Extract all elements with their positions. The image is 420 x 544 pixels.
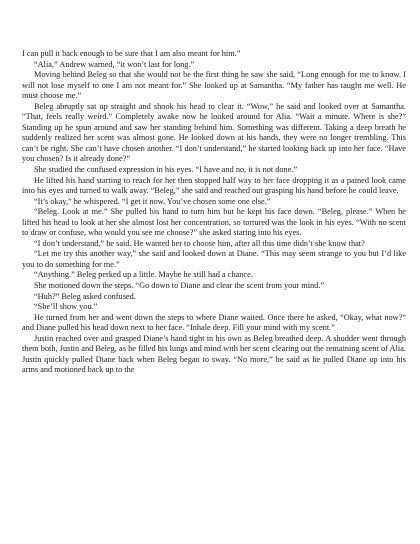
paragraph: She motioned down the steps. “Go down to Diane and clear the scent from your mind.” xyxy=(34,281,325,291)
paragraph: “It’s okay,” he whispered. “I get it now. You’ve chosen some one else.” xyxy=(34,196,271,206)
paragraph: “Anything.” Beleg perked up a little. Maybe he still had a chance. xyxy=(34,270,253,280)
paragraph: She studied the confused expression in his eyes. “I have and no, it is not done.” xyxy=(34,165,298,175)
paragraph: He lifted his hand starting to reach for her then stopped half way to her face dropping it as a pained look came into his eyes and turned to walk away. “Beleg,” she said and reached out grasping his hand before he could leave. xyxy=(22,175,406,196)
paragraph: “Let me try this another way,” she said and looked down at Diane. “This may seem strange to you but I’d like you to do something for me.” xyxy=(22,249,406,269)
paragraph: “I don’t understand,” he said. He wanted her to choose him, after all this time didn’t she know that? xyxy=(34,238,365,248)
paragraph: “Huh?” Beleg asked confused. xyxy=(34,291,136,301)
paragraph: “Beleg. Look at me.” She pulled his hand to turn him but he kept his face down. “Beleg, please.” When he lifted his head to look at her she almost lost her concentration, so tortured was the look in his eyes. “With no scent to draw or confuse, who would you see me choose?” she asked staring into his eyes. xyxy=(22,207,406,238)
paragraph: Justin reached over and grasped Diane’s hand tight in his own as Beleg breathed deep. A shudder went through them both, Justin and Beleg, as he filled his lungs and mind with her scent clearing out the remaining scent of Alia. Justin quickly pulled Diane back when Beleg began to sway. “No more,” he said as he pulled Diane up into his arms and motioned back up to the xyxy=(22,333,406,375)
paragraph: Beleg abruptly sat up straight and shook his head to clear it. “Wow,” he said and looked over at Samantha. “That, feels really weird.” Completely awake now he looked around for Alia. “Wait a minute. Where is she?” Standing up he spun around and saw her standing behind him. Something was different. Taking a deep breath he suddenly realized her scent was almost gone. He looked down at his hands, they were no longer trembling. This can’t be right. She can’t have chosen another. “I don’t understand,” he started looking back up into her face. “Have you chosen? Is it already done?” xyxy=(22,101,406,164)
paragraph: Moving behind Beleg so that she would not be the first thing he saw she said, “Long enough for me to know. I will not lose myself to one I am not meant for.” She looked up at Samantha. “My father has taught me well. He must choose me.” xyxy=(22,70,406,101)
paragraph: I can pull it back enough to be sure that I am also meant for him.” xyxy=(22,49,241,58)
paragraph: “Alia,” Andrew warned, “it won’t last for long.” xyxy=(34,59,195,69)
paragraph: “She’ll show you.” xyxy=(34,302,98,312)
book-page xyxy=(22,49,406,376)
paragraph: He turned from her and went down the steps to where Diane waited. Once there he asked, “Okay, what now?” and Diane pulled his head down next to her face. “Inhale deep. Fill your mind with my scent.” xyxy=(22,312,406,333)
